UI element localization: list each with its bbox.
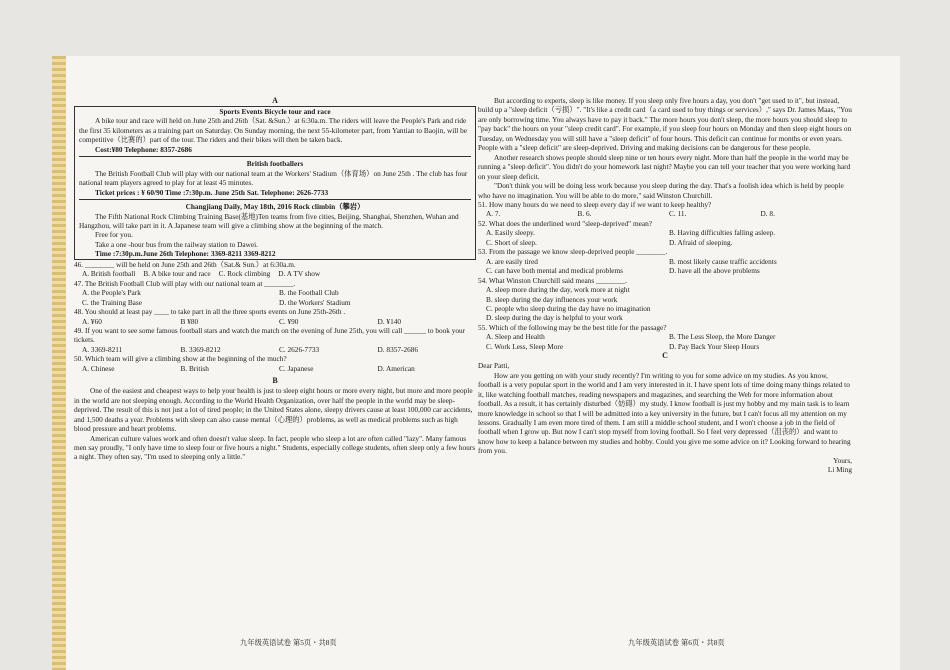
- passage-b-paragraph: But according to experts, sleep is like money. If you sleep only five hours a day, you don't "get used to it", but instead, build up a "sleep deficit（亏损）". "It's like a credit card（a card used to buy things or services）," says Dr. James Maas, "You are only borrowing time. You always have to pay it back." The more hours you don't sleep, the more hours you should sleep to "pay back" the hours on your "sleep credit card". For example, if you sleep four hours on Monday and then sleep eight hours on Tuesday, on Wednesday you will still have a "sleep deficit" of four hours. This deficit can continue for months or even years. People with a "sleep deficit" are sleep-deprived. Driving and making decisions can be dangerous for these people.: [478, 96, 852, 153]
- question-stem: 52. What does the underlined word "sleep-deprived" mean?: [478, 218, 652, 228]
- answer-option: D. American: [377, 363, 415, 373]
- events-box: [74, 106, 476, 260]
- divider: [79, 199, 471, 200]
- answer-option: C. Japanese: [279, 363, 314, 373]
- answer-option: A. 3369-8211: [82, 344, 123, 354]
- questions-46-50: [74, 260, 476, 373]
- passage-b-paragraph: One of the easiest and cheapest ways to help your health is just to sleep eight hours or more every night, but more and more people in the world are not sleeping enough. According to the World Health Organization, over half the people in the world may be sleep-deprived. The result of this is not just a lot of tired people; in the United States alone, sleepy drivers cause at least 100,000 car accidents, and 1,500 deaths a year. Problems with sleep can also cause mental（心理的）problems, as well as medical problems such as high blood pressure and heart problems.: [74, 386, 473, 434]
- question-stem: 47. The British Football Club will play with our national team at ________.: [74, 278, 296, 288]
- answer-option: C. Rock climbing: [218, 269, 271, 279]
- climbing-time: Time :7:30p.m.June 26th Telephone: 3369-8211 3369-8212: [95, 249, 276, 259]
- answer-option: A. Sleep and Health: [486, 332, 545, 342]
- question-options: [478, 228, 852, 247]
- answer-option: C. 11.: [669, 209, 687, 219]
- answer-option: A. sleep more during the day, work more at night: [486, 285, 630, 295]
- sports-cost: Cost:¥80 Telephone: 8357-2686: [95, 144, 192, 154]
- answer-option: D. A TV show: [278, 269, 321, 279]
- answer-option: A. British football: [82, 269, 136, 279]
- binding-edge: [52, 56, 66, 670]
- question-stem: 54. What Winston Churchill said means ________.: [478, 275, 628, 285]
- answer-option: A. Chinese: [82, 363, 115, 373]
- passage-b-paragraph: Another research shows people should sleep nine or ten hours every night. More than half the people in the world may be running a "sleep deficit". You didn't do your homework last night? Maybe you can tell your teacher that you were working hard on your sleep deficit.: [478, 152, 851, 181]
- page-footer-right: 九年级英语试卷 第6页・共8页: [628, 638, 725, 647]
- answer-option: C. people who sleep during the day have no imagination: [486, 303, 651, 313]
- answer-option: D. Afraid of sleeping.: [669, 237, 733, 247]
- question-options: [74, 288, 476, 307]
- letter-body: How are you getting on with your study recently? I'm writing to you for some advice on my studies. As you know, football is a very popular sport in the world and I am very interested in it. I have spent lots of time doing many things related to it, like watching football matches, reading newspapers and magazines, and searching the Web for more information about football. As a result, it has certainly disturbed（妨碍）my study. I know football is just my hobby and my main task is to learn more knowledge in school so that I will be admitted into a key university in the future, but I can't focus all my attention on my lessons. Gradually I am even more tired of them. I am still a middle school student, and I won't choose a job in the field of football when I grow up. But now I can't stop myself from loving football. So I feel very depressed（沮丧的）and want to know how to keep a balance between my studies and hobby. Could you give me some advice on it? Looking forward to hearing from you.: [478, 370, 851, 456]
- climbing-line2: Take a one -hour bus from the railway station to Dawei.: [95, 239, 259, 249]
- answer-option: B. The Less Sleep, the More Danger: [669, 332, 776, 342]
- climbing-body: The Fifth National Rock Climbing Training Base(基地)Ten teams from five cities, Beijing, Shanghai, Shenzhen, Wuhan and Hangzhou, will take part in it. A Japanese team will give a climbing show at the beginning of the match.: [79, 211, 459, 230]
- question-options: [74, 364, 476, 373]
- right-column: [478, 96, 852, 475]
- question-options: [478, 209, 852, 218]
- british-body: The British Football Club will play with our national team at the Workers' Stadium（体育场）on June 25th . The club has four national team players agreed to play for at least 45 minutes.: [79, 168, 468, 188]
- answer-option: C. ¥90: [279, 316, 299, 326]
- question-options: [478, 257, 852, 276]
- answer-option: D. 8.: [760, 209, 775, 219]
- climbing-title: Changjiang Daily, May 18th, 2016 Rock climbin（攀岩）: [185, 202, 365, 212]
- question-stem: 55. Which of the following may be the best title for the passage?: [478, 322, 667, 332]
- answer-option: C. Short of sleep.: [486, 237, 537, 247]
- answer-option: C. Work Less, Sleep More: [486, 341, 564, 351]
- answer-option: D. ¥140: [377, 316, 402, 326]
- answer-option: B. Having difficulties falling asleep.: [669, 228, 776, 238]
- question-stem: 51. How many hours do we need to sleep every day if we want to keep healthy?: [478, 199, 712, 209]
- question-stem: 53. From the passage we know sleep-deprived people ________.: [478, 247, 668, 257]
- question-stem: 49. If you want to see some famous football stars and watch the match on the evening of June 25th, you will call ______ to book your tickets.: [74, 325, 466, 345]
- answer-option: A. Easily sleepy.: [486, 228, 535, 238]
- letter-greeting: Dear Patti,: [478, 361, 510, 371]
- question-options: [478, 285, 852, 323]
- answer-option: B. sleep during the day influences your work: [486, 294, 618, 304]
- answer-option: C. the Training Base: [82, 297, 142, 307]
- page-footer-left: 九年级英语试卷 第5页・共8页: [240, 638, 337, 647]
- answer-option: B ¥80: [180, 316, 199, 326]
- answer-option: D. sleep during the day is helpful to your work: [486, 313, 623, 323]
- british-title: British footballers: [246, 159, 304, 169]
- question-options: [74, 317, 476, 326]
- answer-option: C. can have both mental and medical problems: [486, 266, 623, 276]
- answer-option: A. 7.: [486, 209, 501, 219]
- answer-option: A. the People's Park: [82, 288, 141, 298]
- questions-51-55: [478, 200, 852, 351]
- letter-signature: Li Ming: [827, 465, 852, 475]
- answer-option: B. A bike tour and race: [143, 269, 211, 279]
- answer-option: D. the Workers' Stadium: [279, 297, 351, 307]
- answer-option: B. British: [180, 363, 209, 373]
- answer-option: B. 6.: [577, 209, 592, 219]
- answer-option: A. are easily tired: [486, 256, 538, 266]
- section-c-heading: C: [662, 351, 668, 361]
- question-stem: 46. ________ will be held on June 25th and 26th（Sat.& Sun.）at 6:30a.m.: [74, 259, 296, 269]
- divider: [79, 156, 471, 157]
- question-options: [74, 269, 476, 278]
- section-a-heading: A: [272, 96, 278, 105]
- passage-b-paragraph: American culture values work and often doesn't value sleep. In fact, people who sleep a lot are often called "lazy". Many famous men say proudly, "I only have time to sleep four or five hours a night." Students, especially college students, often sleep only a few hours a night. They often say, "I'm used to sleeping only a little.": [74, 433, 476, 462]
- british-ticket: Ticket prices : ¥ 60/90 Time :7:30p.m. June 25th Sat. Telephone: 2626-7733: [95, 187, 329, 197]
- answer-option: A. ¥60: [82, 316, 102, 326]
- left-column: [74, 96, 476, 462]
- passage-b-paragraph: "Don't think you will be doing less work because you sleep during the day. That's a foolish idea which is held by people who have no imagination. You will be able to do more," said Winston Churchill.: [478, 181, 844, 200]
- section-b-heading: B: [272, 376, 278, 386]
- sports-title: Sports Events Bicycle tour and race: [219, 107, 331, 116]
- question-stem: 50. Which team will give a climbing show at the beginning of the much?: [74, 354, 287, 364]
- answer-option: B. the Football Club: [279, 288, 339, 298]
- sports-body: A bike tour and race will held on June 25th and 26th（Sat. &Sun.）at 6:30a.m. The riders will leave the People's Park and ride the first 35 kilometers as a training part on Saturday. On Sunday morning, the next 55-kilometer part, from Yantian to Baojin, will be competitive（比赛的）part of the tour. The riders and their bikes will then be taken back.: [79, 116, 468, 145]
- answer-option: D. have all the above problems: [669, 266, 760, 276]
- question-options: [74, 345, 476, 354]
- question-options: [478, 332, 852, 351]
- answer-option: D. Pay Back Your Sleep Hours: [669, 341, 760, 351]
- climbing-line1: Free for you.: [95, 230, 133, 240]
- letter-closing: Yours,: [833, 455, 852, 465]
- answer-option: C. 2626-7733: [279, 344, 320, 354]
- answer-option: B. 3369-8212: [180, 344, 221, 354]
- question-stem: 48. You should at least pay ____ to take part in all the three sports events on June 25th-26th .: [74, 307, 346, 317]
- answer-option: D. 8357-2686: [377, 344, 419, 354]
- answer-option: B. most likely cause traffic accidents: [669, 256, 777, 266]
